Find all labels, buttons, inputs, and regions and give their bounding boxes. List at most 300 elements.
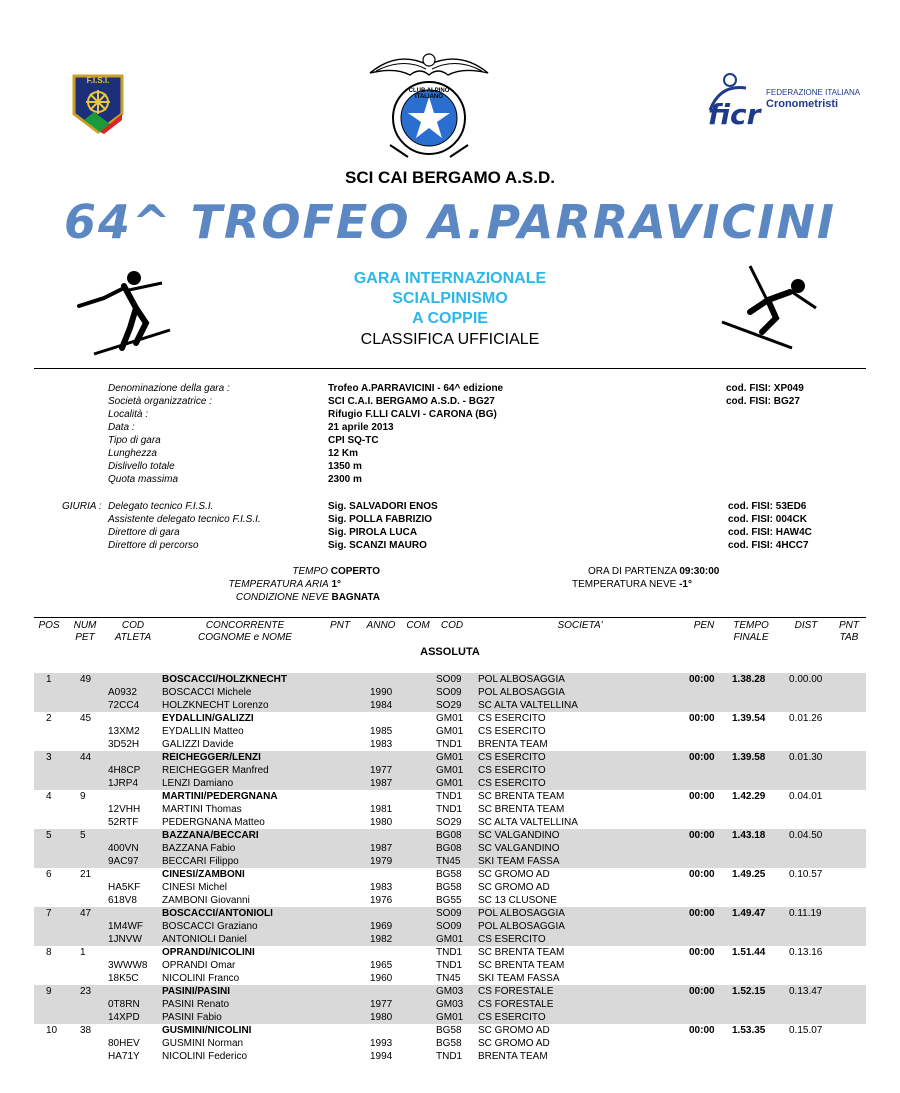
gap: 0.13.47 xyxy=(789,986,823,997)
athlete-name: BOSCACCI Graziano xyxy=(162,921,258,932)
pos: 2 xyxy=(46,713,52,724)
team-soc: POL ALBOSAGGIA xyxy=(478,908,565,919)
pos: 4 xyxy=(46,791,52,802)
athlete-year: 1987 xyxy=(370,778,393,789)
athlete-year: 1993 xyxy=(370,1038,393,1049)
athlete-code: 618V8 xyxy=(108,895,137,906)
athlete-soc-code: GM03 xyxy=(436,999,464,1010)
jury-name: Sig. POLLA FABRIZIO xyxy=(328,514,433,525)
pos: 8 xyxy=(46,947,52,958)
athlete-code: A0932 xyxy=(108,687,137,698)
bib: 44 xyxy=(80,752,92,763)
race-info-code-label: cod. FISI: xyxy=(726,396,771,407)
col-num-line1: NUM xyxy=(73,620,97,631)
race-info-code-value: BG27 xyxy=(773,396,800,407)
cond-ora-value: 09:30:00 xyxy=(679,566,720,577)
cond-neve xyxy=(0,592,380,603)
athlete-soc-code: TND1 xyxy=(436,739,463,750)
athlete-year: 1980 xyxy=(370,817,393,828)
jury-code-value: HAW4C xyxy=(775,527,812,538)
pos: 10 xyxy=(46,1025,58,1036)
col-com: COM xyxy=(406,620,430,631)
team-row xyxy=(34,868,866,881)
athlete-soc: CS ESERCITO xyxy=(478,778,546,789)
pos: 1 xyxy=(46,674,52,685)
final-time: 1.42.29 xyxy=(732,791,766,802)
race-info-code xyxy=(726,395,800,408)
athlete-row xyxy=(34,764,866,777)
jury-code-label: cod. FISI: xyxy=(728,501,773,512)
col-pnt-tab xyxy=(834,620,864,644)
athlete-name: GALIZZI Davide xyxy=(162,739,234,750)
divider xyxy=(34,368,866,369)
athlete-name: BAZZANA Fabio xyxy=(162,843,236,854)
athlete-code: 3D52H xyxy=(108,739,140,750)
athlete-soc-code: GM01 xyxy=(436,1012,464,1023)
race-info-label: Dislivello totale xyxy=(108,461,175,472)
cond-temp-aria xyxy=(0,579,341,590)
athlete-name: GUSMINI Norman xyxy=(162,1038,244,1049)
penalty: 00:00 xyxy=(689,830,715,841)
athlete-soc: POL ALBOSAGGIA xyxy=(478,687,565,698)
penalty: 00:00 xyxy=(689,908,715,919)
team-soc: SC GROMO AD xyxy=(478,869,550,880)
race-info-value: SCI C.A.I. BERGAMO A.S.D. - BG27 xyxy=(328,396,495,407)
athlete-soc-code: TND1 xyxy=(436,1051,463,1062)
col-pen: PEN xyxy=(693,620,715,631)
team-soc-code: BG58 xyxy=(436,1025,462,1036)
team-row xyxy=(34,673,866,686)
race-info-code-value: XP049 xyxy=(773,383,804,394)
athlete-code: 72CC4 xyxy=(108,700,140,711)
jury-role: Delegato tecnico F.I.S.I. xyxy=(108,501,214,512)
jury-code xyxy=(728,526,812,539)
team-name: BAZZANA/BECCARI xyxy=(162,830,259,841)
athlete-code: 0T8RN xyxy=(108,999,140,1010)
cond-tempo-label: TEMPO xyxy=(292,566,328,577)
race-info-label: Località : xyxy=(108,409,149,420)
team-name: GUSMINI/NICOLINI xyxy=(162,1025,252,1036)
col-tempo xyxy=(728,620,774,644)
athlete-code: 9AC97 xyxy=(108,856,139,867)
athlete-code: 3WWW8 xyxy=(108,960,148,971)
bib: 21 xyxy=(80,869,92,880)
athlete-code: 1JRP4 xyxy=(108,778,139,789)
athlete-soc: CS ESERCITO xyxy=(478,726,546,737)
athlete-soc-code: TN45 xyxy=(436,856,461,867)
jury-code xyxy=(728,513,807,526)
athlete-soc: SKI TEAM FASSA xyxy=(478,973,560,984)
athlete-soc-code: SO29 xyxy=(436,700,462,711)
team-soc-code: GM03 xyxy=(436,986,464,997)
athlete-soc-code: TND1 xyxy=(436,960,463,971)
team-soc: CS FORESTALE xyxy=(478,986,554,997)
col-dist: DIST xyxy=(794,620,818,631)
athlete-year: 1981 xyxy=(370,804,393,815)
team-soc-code: TND1 xyxy=(436,791,463,802)
athlete-soc-code: BG55 xyxy=(436,895,462,906)
athlete-row xyxy=(34,920,866,933)
athlete-soc-code: SO09 xyxy=(436,687,462,698)
final-time: 1.39.54 xyxy=(732,713,766,724)
athlete-row xyxy=(34,1011,866,1024)
jury-role: Direttore di percorso xyxy=(108,540,199,551)
athlete-row xyxy=(34,881,866,894)
team-row xyxy=(34,985,866,998)
athlete-row xyxy=(34,1037,866,1050)
race-info-label: Società organizzatrice : xyxy=(108,396,212,407)
cond-tempo-value: COPERTO xyxy=(330,566,380,577)
gap: 0.01.26 xyxy=(789,713,823,724)
team-soc: SC BRENTA TEAM xyxy=(478,791,565,802)
athlete-code: 4H8CP xyxy=(108,765,141,776)
col-cod-soc: COD xyxy=(440,620,464,631)
col-tempo-line2: FINALE xyxy=(733,632,769,643)
pos: 7 xyxy=(46,908,52,919)
race-info-label: Tipo di gara xyxy=(108,435,161,446)
gap: 0.13.16 xyxy=(789,947,823,958)
athlete-soc-code: BG08 xyxy=(436,843,462,854)
team-row xyxy=(34,712,866,725)
gap: 0.04.01 xyxy=(789,791,823,802)
athlete-year: 1979 xyxy=(370,856,393,867)
athlete-soc: SC VALGANDINO xyxy=(478,843,560,854)
athlete-year: 1969 xyxy=(370,921,393,932)
ficr-line2: Cronometristi xyxy=(766,98,839,110)
cond-neve-label: CONDIZIONE NEVE xyxy=(235,592,329,603)
athlete-name: ANTONIOLI Daniel xyxy=(162,934,247,945)
athlete-soc-code: SO29 xyxy=(436,817,462,828)
final-time: 1.52.15 xyxy=(732,986,766,997)
athlete-code: 52RTF xyxy=(108,817,139,828)
final-time: 1.51.44 xyxy=(732,947,766,958)
athlete-name: NICOLINI Federico xyxy=(162,1051,248,1062)
col-anno: ANNO xyxy=(366,620,396,631)
athlete-name: BECCARI Filippo xyxy=(162,856,239,867)
athlete-soc-code: GM01 xyxy=(436,778,464,789)
ficr-line1: FEDERAZIONE ITALIANA xyxy=(766,88,861,97)
athlete-code: 18K5C xyxy=(108,973,139,984)
penalty: 00:00 xyxy=(689,752,715,763)
team-name: CINESI/ZAMBONI xyxy=(162,869,245,880)
col-cod-line2: ATLETA xyxy=(114,632,152,643)
race-info-value: Trofeo A.PARRAVICINI - 64^ edizione xyxy=(328,383,504,394)
bib: 49 xyxy=(80,674,92,685)
team-soc-code: SO09 xyxy=(436,674,462,685)
col-societa: SOCIETA' xyxy=(557,620,603,631)
pos: 6 xyxy=(46,869,52,880)
athlete-name: LENZI Damiano xyxy=(162,778,234,789)
team-name: PASINI/PASINI xyxy=(162,986,230,997)
ficr-logo xyxy=(700,70,861,132)
jury-name: Sig. PIROLA LUCA xyxy=(328,527,418,538)
team-soc-code: BG08 xyxy=(436,830,462,841)
athlete-code: 400VN xyxy=(108,843,139,854)
gap: 0.15.07 xyxy=(789,1025,823,1036)
team-soc: CS ESERCITO xyxy=(478,713,546,724)
penalty: 00:00 xyxy=(689,947,715,958)
athlete-soc-code: GM01 xyxy=(436,726,464,737)
col-pnt-tab-line2: TAB xyxy=(839,632,859,643)
team-soc: SC GROMO AD xyxy=(478,1025,550,1036)
athlete-soc: SC BRENTA TEAM xyxy=(478,960,565,971)
gap: 0.04.50 xyxy=(789,830,823,841)
subtitle-classifica: CLASSIFICA UFFICIALE xyxy=(360,331,540,348)
athlete-code: 1M4WF xyxy=(108,921,143,932)
penalty: 00:00 xyxy=(689,791,715,802)
team-row xyxy=(34,907,866,920)
athlete-row xyxy=(34,686,866,699)
athlete-soc-code: TND1 xyxy=(436,804,463,815)
cond-ora-partenza xyxy=(588,566,719,577)
team-row xyxy=(34,751,866,764)
final-time: 1.43.18 xyxy=(732,830,766,841)
athlete-row xyxy=(34,959,866,972)
athlete-soc: CS ESERCITO xyxy=(478,934,546,945)
bib: 9 xyxy=(80,791,86,802)
col-conc-line1: CONCORRENTE xyxy=(205,620,285,631)
athlete-row xyxy=(34,777,866,790)
race-info-value: CPI SQ-TC xyxy=(328,435,379,446)
athlete-soc: CS ESERCITO xyxy=(478,765,546,776)
team-name: BOSCACCI/HOLZKNECHT xyxy=(162,674,287,685)
penalty: 00:00 xyxy=(689,869,715,880)
athlete-name: NICOLINI Franco xyxy=(162,973,240,984)
cond-ora-label: ORA DI PARTENZA xyxy=(588,566,677,577)
athlete-year: 1990 xyxy=(370,687,393,698)
bib: 23 xyxy=(80,986,92,997)
athlete-name: CINESI Michel xyxy=(162,882,228,893)
organizer-title: SCI CAI BERGAMO A.S.D. xyxy=(345,168,555,187)
penalty: 00:00 xyxy=(689,1025,715,1036)
athlete-soc: POL ALBOSAGGIA xyxy=(478,921,565,932)
athlete-year: 1982 xyxy=(370,934,393,945)
gap: 0.00.00 xyxy=(789,674,823,685)
athlete-soc-code: TN45 xyxy=(436,973,461,984)
athlete-code: 13XM2 xyxy=(108,726,140,737)
athlete-soc: CS FORESTALE xyxy=(478,999,554,1010)
athlete-row xyxy=(34,803,866,816)
race-info-code xyxy=(726,382,804,395)
athlete-soc-code: BG58 xyxy=(436,1038,462,1049)
athlete-name: MARTINI Thomas xyxy=(162,804,242,815)
race-info-label: Denominazione della gara : xyxy=(108,383,230,394)
penalty: 00:00 xyxy=(689,986,715,997)
team-soc: CS ESERCITO xyxy=(478,752,546,763)
fisi-logo xyxy=(66,70,130,136)
athlete-name: BOSCACCI Michele xyxy=(162,687,252,698)
athlete-name: PEDERGNANA Matteo xyxy=(162,817,265,828)
athlete-year: 1960 xyxy=(370,973,393,984)
col-cod-line1: COD xyxy=(121,620,145,631)
team-row xyxy=(34,829,866,842)
athlete-soc: SC BRENTA TEAM xyxy=(478,804,565,815)
athlete-code: 1JNVW xyxy=(108,934,142,945)
team-soc: SC BRENTA TEAM xyxy=(478,947,565,958)
team-soc-code: SO09 xyxy=(436,908,462,919)
athlete-name: PASINI Fabio xyxy=(162,1012,222,1023)
bib: 45 xyxy=(80,713,92,724)
athlete-soc: BRENTA TEAM xyxy=(478,1051,548,1062)
cond-temp-neve xyxy=(572,579,692,590)
subtitle-gara: GARA INTERNAZIONALE xyxy=(353,270,547,287)
athlete-soc-code: BG58 xyxy=(436,882,462,893)
athlete-year: 1983 xyxy=(370,739,393,750)
team-name: BOSCACCI/ANTONIOLI xyxy=(162,908,273,919)
final-time: 1.38.28 xyxy=(732,674,766,685)
athlete-code: 80HEV xyxy=(108,1038,140,1049)
final-time: 1.39.58 xyxy=(732,752,766,763)
fisi-logo-text: F.I.S.I. xyxy=(86,76,110,85)
team-name: OPRANDI/NICOLINI xyxy=(162,947,255,958)
athlete-year: 1983 xyxy=(370,882,393,893)
team-row xyxy=(34,790,866,803)
team-soc-code: TND1 xyxy=(436,947,463,958)
athlete-code: 12VHH xyxy=(108,804,141,815)
jury-code-label: cod. FISI: xyxy=(728,540,773,551)
athlete-name: EYDALLIN Matteo xyxy=(162,726,244,737)
cond-tempo xyxy=(0,566,380,577)
athlete-name: HOLZKNECHT Lorenzo xyxy=(162,700,269,711)
athlete-row xyxy=(34,699,866,712)
team-soc: POL ALBOSAGGIA xyxy=(478,674,565,685)
athlete-code: HA5KF xyxy=(108,882,141,893)
athlete-name: PASINI Renato xyxy=(162,999,230,1010)
athlete-soc: SC GROMO AD xyxy=(478,1038,550,1049)
athlete-soc: SC ALTA VALTELLINA xyxy=(478,817,578,828)
athlete-year: 1976 xyxy=(370,895,393,906)
col-conc-line2: COGNOME e NOME xyxy=(198,632,292,643)
cond-temp-aria-value: 1° xyxy=(331,579,341,590)
cai-logo-text: CLUB ALPINO ITALIANO xyxy=(408,88,450,100)
jury-code xyxy=(728,500,806,513)
pos: 3 xyxy=(46,752,52,763)
athlete-row xyxy=(34,842,866,855)
cond-neve-value: BAGNATA xyxy=(331,592,380,603)
athlete-year: 1965 xyxy=(370,960,393,971)
bib: 47 xyxy=(80,908,92,919)
athlete-row xyxy=(34,1050,866,1063)
subtitle-discipline: SCIALPINISMO xyxy=(392,290,508,307)
athlete-name: OPRANDI Omar xyxy=(162,960,236,971)
col-cod xyxy=(110,620,156,644)
athlete-soc: BRENTA TEAM xyxy=(478,739,548,750)
jury-role: Direttore di gara xyxy=(108,527,180,538)
athlete-year: 1994 xyxy=(370,1051,393,1062)
race-info-value: 2300 m xyxy=(328,474,362,485)
athlete-year: 1985 xyxy=(370,726,393,737)
gap: 0.10.57 xyxy=(789,869,823,880)
athlete-name: ZAMBONI Giovanni xyxy=(162,895,250,906)
race-info-code-label: cod. FISI: xyxy=(726,383,771,394)
athlete-row xyxy=(34,972,866,985)
final-time: 1.49.25 xyxy=(732,869,766,880)
cond-temp-aria-label: TEMPERATURA ARIA xyxy=(228,579,329,590)
team-name: REICHEGGER/LENZI xyxy=(162,752,261,763)
athlete-code: HA71Y xyxy=(108,1051,140,1062)
final-time: 1.53.35 xyxy=(732,1025,766,1036)
penalty: 00:00 xyxy=(689,674,715,685)
col-pos: POS xyxy=(38,620,60,631)
jury-name: Sig. SCANZI MAURO xyxy=(328,540,427,551)
jury-code-value: 53ED6 xyxy=(775,501,807,512)
col-concorrente xyxy=(180,620,310,644)
team-name: MARTINI/PEDERGNANA xyxy=(162,791,278,802)
jury-role: Assistente delegato tecnico F.I.S.I. xyxy=(108,514,261,525)
jury-code xyxy=(728,539,809,552)
race-info-value: Rifugio F.LLI CALVI - CARONA (BG) xyxy=(328,409,497,420)
athlete-soc: SC 13 CLUSONE xyxy=(478,895,557,906)
team-soc-code: GM01 xyxy=(436,752,464,763)
gap: 0.01.30 xyxy=(789,752,823,763)
cond-temp-neve-value: -1° xyxy=(679,579,692,590)
athlete-row xyxy=(34,933,866,946)
jury-code-label: cod. FISI: xyxy=(728,514,773,525)
jury-code-label: cod. FISI: xyxy=(728,527,773,538)
gap: 0.11.19 xyxy=(789,908,822,919)
race-info-value: 21 aprile 2013 xyxy=(328,422,394,433)
jury-name: Sig. SALVADORI ENOS xyxy=(328,501,438,512)
athlete-row xyxy=(34,738,866,751)
final-time: 1.49.47 xyxy=(732,908,766,919)
team-soc-code: GM01 xyxy=(436,713,464,724)
col-pnt: PNT xyxy=(330,620,350,631)
race-info-label: Quota massima xyxy=(108,474,179,485)
cai-logo xyxy=(368,45,490,170)
athlete-row xyxy=(34,894,866,907)
athlete-soc: SKI TEAM FASSA xyxy=(478,856,560,867)
results-table-header xyxy=(34,617,866,645)
athlete-year: 1984 xyxy=(370,700,393,711)
col-tempo-line1: TEMPO xyxy=(733,620,769,631)
event-title: 64^ TROFEO A.PARRAVICINI xyxy=(64,195,836,249)
athlete-soc: CS ESERCITO xyxy=(478,1012,546,1023)
athlete-soc-code: GM01 xyxy=(436,765,464,776)
athlete-code: 14XPD xyxy=(108,1012,140,1023)
athlete-name: REICHEGGER Manfred xyxy=(162,765,269,776)
section-label: ASSOLUTA xyxy=(420,646,480,658)
penalty: 00:00 xyxy=(689,713,715,724)
subtitle-format: A COPPIE xyxy=(412,310,488,327)
athlete-soc-code: SO09 xyxy=(436,921,462,932)
athlete-year: 1977 xyxy=(370,765,393,776)
bib: 1 xyxy=(80,947,86,958)
jury-code-value: 4HCC7 xyxy=(775,540,809,551)
team-soc-code: BG58 xyxy=(436,869,462,880)
col-num-line2: PET xyxy=(75,632,95,643)
bib: 38 xyxy=(80,1025,92,1036)
race-info-label: Data : xyxy=(108,422,135,433)
pos: 5 xyxy=(46,830,52,841)
athlete-row xyxy=(34,816,866,829)
athlete-soc-code: GM01 xyxy=(436,934,464,945)
athlete-year: 1980 xyxy=(370,1012,393,1023)
athlete-row xyxy=(34,725,866,738)
team-row xyxy=(34,946,866,959)
race-info-label: Lunghezza xyxy=(108,448,157,459)
athlete-year: 1987 xyxy=(370,843,393,854)
bib: 5 xyxy=(80,830,86,841)
jury-prefix: GIURIA : xyxy=(62,501,102,512)
team-row xyxy=(34,1024,866,1037)
col-pnt-tab-line1: PNT xyxy=(839,620,859,631)
jury-code-value: 004CK xyxy=(775,514,807,525)
athlete-soc: SC ALTA VALTELLINA xyxy=(478,700,578,711)
athlete-year: 1977 xyxy=(370,999,393,1010)
ficr-mark: ficr xyxy=(708,98,761,131)
race-info-value: 1350 m xyxy=(328,461,362,472)
team-name: EYDALLIN/GALIZZI xyxy=(162,713,254,724)
